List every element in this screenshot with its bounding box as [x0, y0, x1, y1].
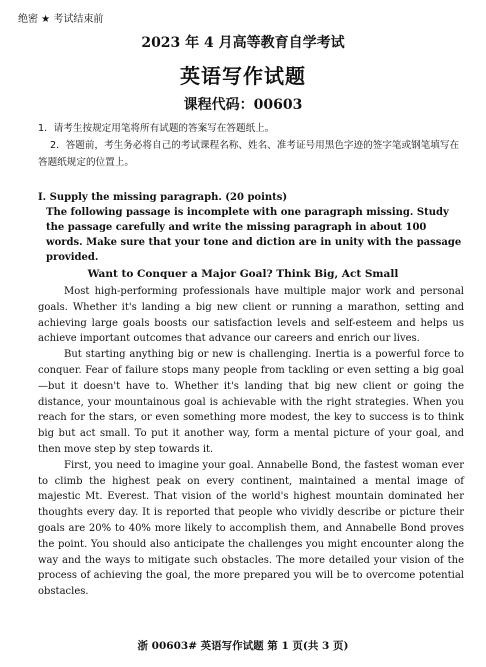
note-2: 2．答题前，考生务必将自己的考试课程名称、姓名、准考证号用黑色字迹的签字笔或钢笔填写在答题纸规定的位置上。: [38, 140, 460, 168]
section-1: [38, 190, 464, 265]
exam-notes: [38, 120, 464, 171]
passage-body: [38, 284, 464, 600]
course-code: 课程代码：00603: [183, 97, 303, 113]
passage-title: Want to Conquer a Major Goal? Think Big, Act Small: [87, 268, 399, 280]
section-heading: I. Supply the missing paragraph. (20 points): [38, 192, 288, 203]
passage-paragraph-3: First, you need to imagine your goal. Annabelle Bond, the fastest woman ever to climb the highest peak on every continent, maintained a mental image of majestic Mt. Everest. That vision of the world's highest mountain dominated her thoughts every day. It is reported that people who vividly describe or picture their goals are 20% to 40% more likely to accomplish them, and Annabelle Bond proves the point. You should also anticipate the challenges you might encounter along the way and the ways to mitigate such obstacles. The more detailed your vision of the process of achieving the goal, the more prepared you will be to overcome potential obstacles.: [38, 459, 464, 598]
note-1: 1．请考生按规定用笔将所有试题的答案写在答题纸上。: [38, 123, 275, 134]
passage-paragraph-2: But starting anything big or new is challenging. Inertia is a powerful force to conquer. Fear of failure stops many people from tackling or even setting a big goal—but it doesn't have to. Whether it's landing that big new client or going the distance, your mountainous goal is achievable with the right strategies. When you reach for the stars, or even something more modest, the key to success is to think big but act small. To put it another way, form a mental picture of your goal, and then move step by step towards it.: [38, 349, 464, 455]
subject-title: 英语写作试题: [180, 64, 306, 88]
exam-title: 2023 年 4 月高等教育自学考试: [141, 35, 345, 51]
passage-paragraph-1: Most high-performing professionals have multiple major work and personal goals. Whether it's landing a big new client or running a marathon, setting and achieving large goals boosts our satisfaction levels and self-esteem and helps us achieve important outcomes that advance our careers and enrich our lives.: [38, 286, 464, 345]
section-instructions: The following passage is incomplete with one paragraph missing. Study the passage carefully and write the missing paragraph in about 100 words. Make sure that your tone and diction are in unity with the passage provided.: [46, 207, 462, 263]
page-footer: 浙 00603# 英语写作试题 第 1 页(共 3 页): [137, 640, 349, 652]
confidential-label: 绝密 ★ 考试结束前: [18, 14, 104, 25]
